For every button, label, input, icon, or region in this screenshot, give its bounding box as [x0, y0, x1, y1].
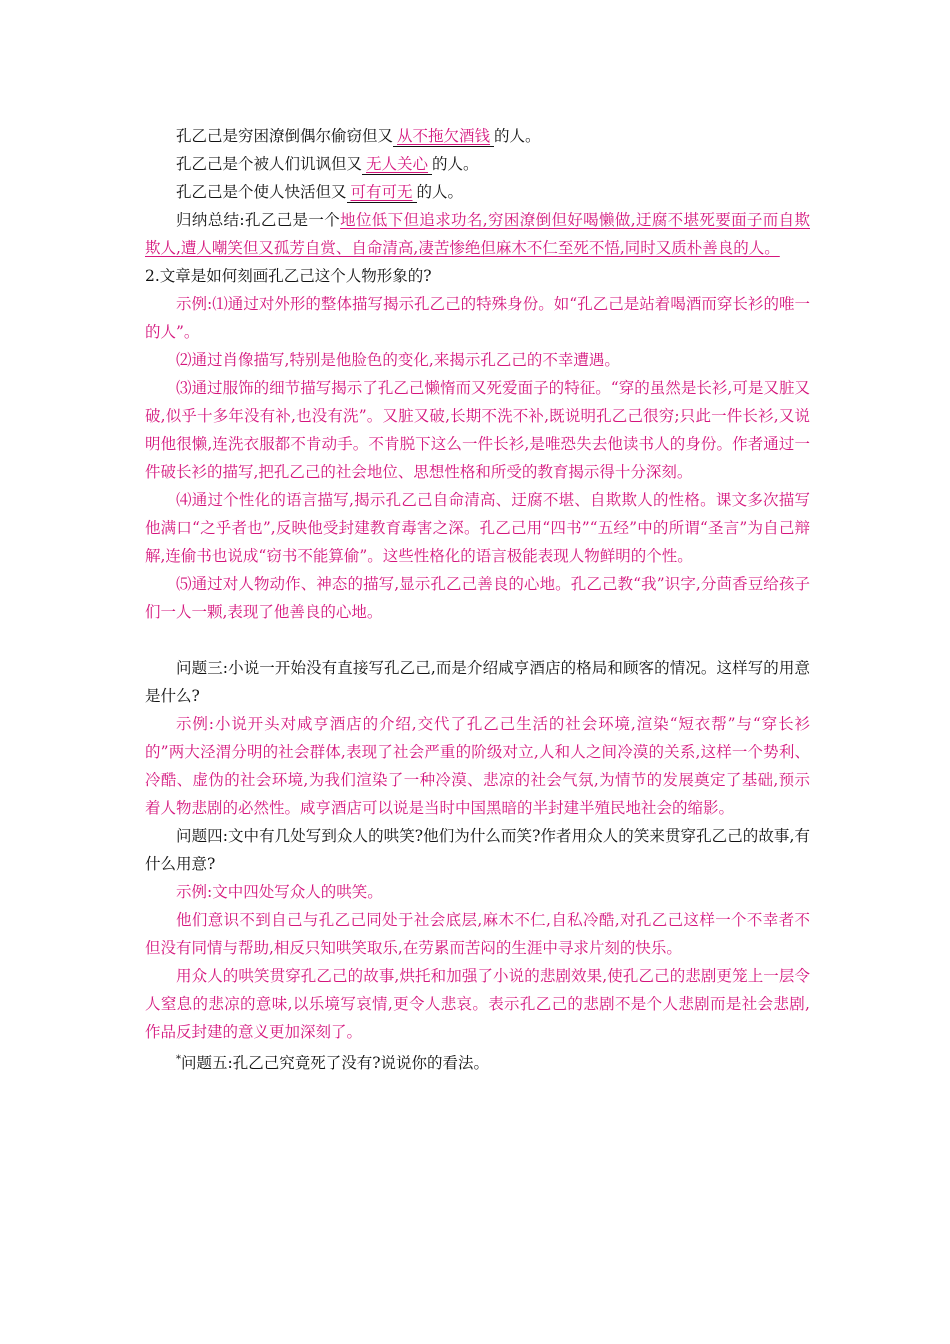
fill-answer: 无人关心	[362, 154, 432, 175]
q4-answer-1: 示例:文中四处写众人的哄笑。	[176, 883, 383, 901]
question-2-title: 2.文章是如何刻画孔乙己这个人物形象的?	[145, 267, 432, 285]
fill-prefix: 孔乙己是个被人们讥讽但又	[176, 155, 363, 173]
fill-answer: 从不拖欠酒钱	[393, 126, 494, 147]
q2-answer-5: ⑸通过对人物动作、神态的描写,显示孔乙己善良的心地。孔乙己教“我”识字,分茴香豆给孩子们一人一颗,表现了他善良的心地。	[145, 575, 810, 621]
document-page	[145, 122, 810, 1077]
q2-answer-2: ⑵通过肖像描写,特别是他脸色的变化,来揭示孔乙己的不幸遭遇。	[176, 351, 620, 369]
q2-answer-4: ⑷通过个性化的语言描写,揭示孔乙己自命清高、迂腐不堪、自欺欺人的性格。课文多次描写他满口“之乎者也”,反映他受封建教育毒害之深。孔乙己用“四书”“五经”中的所谓“圣言”为自己辩解,连偷书也说成“窃书不能算偷”。这些性格化的语言极能表现人物鲜明的个性。	[145, 491, 810, 565]
fill-prefix: 孔乙己是穷困潦倒偶尔偷窃但又	[176, 127, 394, 145]
q2-answer-3: ⑶通过服饰的细节描写揭示了孔乙己懒惰而又死爱面子的特征。“穿的虽然是长衫,可是又脏又破,似乎十多年没有补,也没有洗”。又脏又破,长期不洗不补,既说明孔乙己很穷;只此一件长衫,又说明他很懒,连洗衣服都不肯动手。不肯脱下这么一件长衫,是唯恐失去他读书人的身份。作者通过一件破长衫的描写,把孔乙己的社会地位、思想性格和所受的教育揭示得十分深刻。	[145, 379, 810, 481]
q4-answer-3: 用众人的哄笑贯穿孔乙己的故事,烘托和加强了小说的悲剧效果,使孔乙己的悲剧更笼上一层令人窒息的悲凉的意味,以乐境写哀情,更令人悲哀。表示孔乙己的悲剧不是个人悲剧而是社会悲剧,作品反封建的意义更加深刻了。	[145, 967, 810, 1041]
fill-suffix: 的人。	[416, 183, 464, 201]
fill-prefix: 孔乙己是个使人快活但又	[176, 183, 347, 201]
fill-line-3	[145, 178, 810, 206]
question-5	[145, 1046, 810, 1077]
summary-label: 归纳总结:孔乙己是一个	[176, 211, 341, 229]
question-3: 问题三:小说一开始没有直接写孔乙己,而是介绍咸亨酒店的格局和顾客的情况。这样写的用意是什么?	[145, 659, 810, 705]
fill-answer: 可有可无	[347, 182, 417, 203]
q4-answer-2: 他们意识不到自己与孔乙己同处于社会底层,麻木不仁,自私冷酷,对孔乙己这样一个不幸者不但没有同情与帮助,相反只知哄笑取乐,在劳累而苦闷的生涯中寻求片刻的快乐。	[145, 911, 810, 957]
question-5-text: 问题五:孔乙己究竟死了没有?说说你的看法。	[181, 1054, 490, 1072]
summary-paragraph	[145, 206, 810, 262]
q3-answer: 示例:小说开头对咸亨酒店的介绍,交代了孔乙己生活的社会环境,渲染“短衣帮”与“穿长衫的”两大泾渭分明的社会群体,表现了社会严重的阶级对立,人和人之间冷漠的关系,这样一个势利、冷酷、虚伪的社会环境,为我们渲染了一种冷漠、悲凉的社会气氛,为情节的发展奠定了基础,预示着人物悲剧的必然性。咸亨酒店可以说是当时中国黑暗的半封建半殖民地社会的缩影。	[145, 715, 810, 817]
q2-answer-1: 示例:⑴通过对外形的整体描写揭示孔乙己的特殊身份。如“孔乙己是站着喝酒而穿长衫的唯一的人”。	[145, 295, 810, 341]
summary-answer: 地位低下但追求功名,穷困潦倒但好喝懒做,迂腐不堪死要面子而自欺欺人,遭人嘲笑但又孤芳自赏、自命清高,凄苦惨绝但麻木不仁至死不悟,同时又质朴善良的人。	[145, 211, 810, 257]
fill-line-2	[145, 150, 810, 178]
fill-line-1	[145, 122, 810, 150]
spacer	[145, 626, 810, 654]
fill-suffix: 的人。	[494, 127, 541, 145]
optional-star: *	[176, 1054, 181, 1065]
question-4: 问题四:文中有几处写到众人的哄笑?他们为什么而笑?作者用众人的笑来贯穿孔乙己的故事,有什么用意?	[145, 827, 810, 873]
fill-suffix: 的人。	[432, 155, 479, 173]
